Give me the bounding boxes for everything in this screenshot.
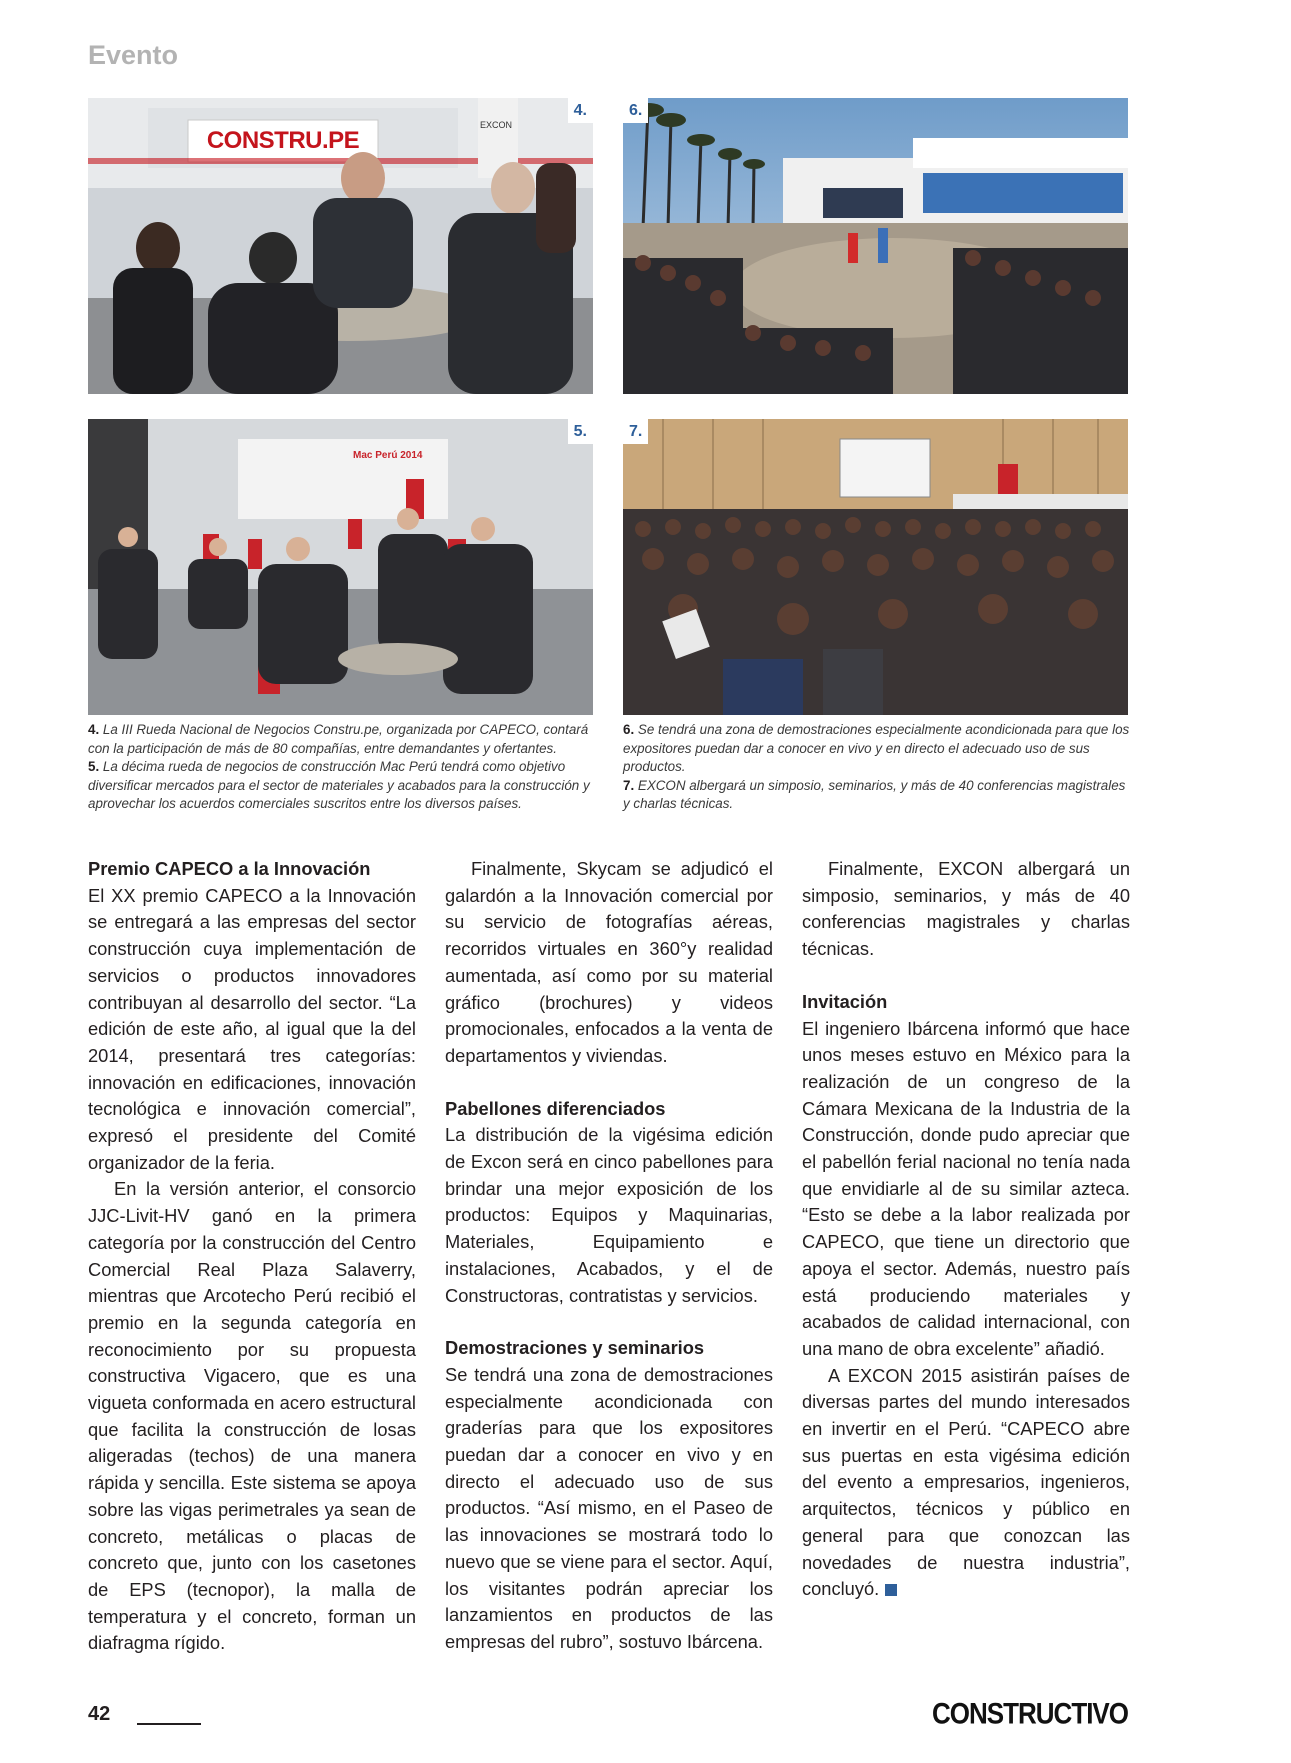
excon-booth-label: EXCON (480, 120, 513, 130)
caption-number: 5. (88, 759, 100, 774)
photo-business-meeting (88, 98, 593, 394)
section-heading: Invitación (802, 990, 888, 1012)
photo-number: 4. (568, 98, 593, 123)
caption-7 (623, 777, 1133, 814)
constru-pe-sign (191, 124, 375, 158)
paragraph: Finalmente, Skycam se adjudicó el galardón a la Innovación comercial por su servicio de fotografías aéreas, recorridos virtuales en 360°y realidad aumentada, así como por su material gráfico (brochures) y videos promocionales, enfocados a la venta de departamentos y viviendas. (445, 858, 773, 1066)
photo-conference-hall (623, 419, 1128, 715)
photo-number: 5. (568, 419, 593, 444)
paragraph: El XX premio CAPECO a la Innovación se entregará a las empresas del sector construcción cuya implementación de servicios o productos innovadores contribuyan al desarrollo del sector. “La edición de este año, al igual que la del 2014, presentará tres categorías: innovación en edificaciones, innovación tecnológica e innovación comercial”, expresó el presidente del Comité organizador de la feria. (88, 884, 416, 1173)
magazine-brand: CONSTRUCTIVO (932, 1695, 1128, 1731)
caption-4 (88, 721, 598, 758)
photo-6-image (623, 98, 1128, 394)
paragraph: Finalmente, EXCON albergará un simposio, seminarios, y más de 40 conferencias magistrales y charlas técnicas. (802, 858, 1130, 960)
photo-mac-peru-meeting (88, 419, 593, 715)
section-heading: Pabellones diferenciados (445, 1097, 666, 1119)
caption-text: La III Rueda Nacional de Negocios Constru.pe, organizada por CAPECO, contará con la participación de más de 80 compañías, entre demandantes y ofertantes. (88, 722, 589, 756)
caption-number: 7. (623, 777, 635, 793)
photo-number: 7. (623, 419, 648, 444)
caption-5 (88, 758, 598, 814)
caption-6 (623, 721, 1133, 777)
paragraph: En la versión anterior, el consorcio JJC-Livit-HV ganó en la primera categoría por la construcción del Centro Comercial Real Plaza Salaverry, mientras que Arcotecho Perú recibió el premio en la segunda categoría en reconocimiento por su propuesta constructiva Vigacero, que es una vigueta conformada en acero estructural que facilita la construcción de losas aligeradas (techos) de una manera rápida y sencilla. Este sistema se apoya sobre las vigas perimetrales ya sean de concreto, metálicas o placas de concreto que, junto con los casetones de EPS (tecnopor), la malla de temperatura y el concreto, forman un diafragma rígido. (88, 1178, 416, 1654)
footer-rule (137, 1723, 201, 1725)
article-column-3 (802, 856, 1130, 1603)
photo-5-image (88, 419, 593, 715)
photo-demonstration-area (623, 98, 1128, 394)
captions-left (88, 721, 598, 814)
caption-text: Se tendrá una zona de demostraciones especialmente acondicionada para que los expositores puedan dar a conocer en vivo y en directo el adecuado uso de sus productos. (623, 722, 1130, 774)
paragraph-text: A EXCON 2015 asistirán países de diversas partes del mundo interesados en invertir en el Perú. “CAPECO abre sus puertas en esta vigésima edición del evento a empresarios, ingenieros, arquitectos, técnicos y público en general para que conozcan las novedades de nuestra industria”, concluyó. (802, 1364, 1130, 1600)
caption-text: EXCON albergará un simposio, seminarios, y más de 40 conferencias magistrales y charlas técnicas. (623, 777, 1126, 811)
section-heading: Demostraciones y seminarios (445, 1337, 705, 1359)
end-square-icon (885, 1584, 897, 1596)
section-heading: Premio CAPECO a la Innovación (88, 858, 371, 879)
paragraph: El ingeniero Ibárcena informó que hace unos meses estuvo en México para la realización de un congreso de la Cámara Mexicana de la Industria de la Construcción, donde pudo apreciar que el pabellón ferial nacional no tenía nada que envidiarle al de su similar azteca. “Esto se debe a la labor realizada por CAPECO, que tiene un directorio que apoya el sector. Además, nuestro país está produciendo materiales y acabados de calidad internacional, con una mano de obra excelente” añadió. (802, 1017, 1130, 1359)
article-column-2 (445, 856, 773, 1656)
paragraph: Se tendrá una zona de demostraciones especialmente acondicionada con graderías para que los expositores puedan dar a conocer en vivo y en directo el adecuado uso de sus productos. “Así mismo, en el Paseo de las innovaciones se mostrará todo lo nuevo que se viene para el sector. Aquí, los visitantes podrán apreciar los lanzamientos en productos de las empresas del rubro”, sostuvo Ibárcena. (445, 1363, 773, 1652)
mac-peru-banner-text: Mac Perú 2014 (353, 450, 423, 461)
caption-text: La décima rueda de negocios de construcción Mac Perú tendrá como objetivo diversificar mercados para el sector de materiales y acabados para la construcción y aprovechar los acuerdos comerciales suscritos entre los diversos países. (88, 759, 590, 811)
constru-pe-sign-text: CONSTRU.PE (206, 127, 360, 154)
paragraph-final (802, 1363, 1130, 1603)
caption-number: 4. (88, 722, 100, 737)
page-number: 42 (88, 1703, 111, 1725)
section-label: Evento (88, 40, 179, 70)
photo-number: 6. (623, 98, 648, 123)
article-column-1 (88, 856, 416, 1657)
caption-number: 6. (623, 722, 635, 737)
captions-right (623, 721, 1133, 814)
paragraph: La distribución de la vigésima edición de Excon será en cinco pabellones para brindar una mejor exposición de los productos: Equipos y Maquinarias, Materiales, Equipamiento e instalaciones, Acabados, y el de Constructoras, contratistas y servicios. (445, 1124, 773, 1306)
photo-7-image (623, 419, 1128, 715)
